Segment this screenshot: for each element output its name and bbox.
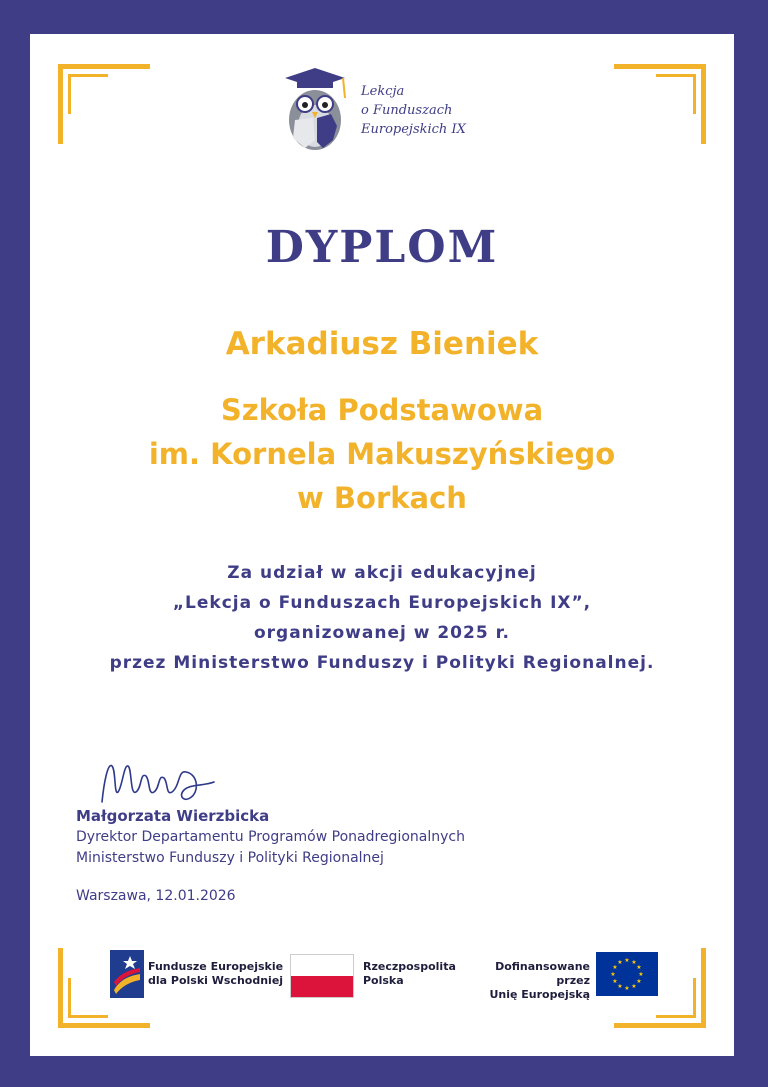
logo-line-3: Europejskich IX bbox=[361, 122, 466, 137]
ue-line-1: Dofinansowane przez bbox=[495, 960, 590, 987]
corner-ornament-top-left bbox=[58, 64, 150, 144]
fe-line-2: dla Polski Wschodniej bbox=[148, 974, 284, 987]
diploma-title: DYPLOM bbox=[265, 222, 499, 273]
svg-text:★: ★ bbox=[638, 971, 644, 978]
school-line-3: w Borkach bbox=[297, 481, 467, 515]
svg-text:★: ★ bbox=[636, 964, 642, 971]
award-text bbox=[30, 558, 734, 678]
rp-line-1: Rzeczpospolita bbox=[363, 960, 456, 973]
signer-role-line-1: Dyrektor Departamentu Programów Ponadregionalnych bbox=[76, 829, 465, 845]
svg-text:★: ★ bbox=[617, 983, 623, 990]
lesson-logo bbox=[265, 68, 505, 158]
signer-role-line-2: Ministerstwo Funduszy i Polityki Regionalnej bbox=[76, 850, 384, 866]
svg-text:★: ★ bbox=[624, 985, 630, 992]
place-and-date: Warszawa, 12.01.2026 bbox=[76, 888, 236, 904]
signer-name: Małgorzata Wierzbicka bbox=[76, 807, 270, 825]
handwritten-signature bbox=[94, 752, 224, 808]
svg-text:★: ★ bbox=[636, 978, 642, 985]
recipient-name: Arkadiusz Bieniek bbox=[225, 326, 539, 362]
funding-logos-footer bbox=[30, 946, 734, 1006]
fundusze-europejskie-logo bbox=[110, 950, 144, 998]
svg-text:★: ★ bbox=[631, 959, 637, 966]
corner-ornament-top-right bbox=[614, 64, 706, 144]
logo-line-2: o Funduszach bbox=[361, 103, 453, 118]
svg-text:★: ★ bbox=[617, 959, 623, 966]
rp-logo-text bbox=[363, 960, 456, 988]
eu-flag-icon bbox=[596, 952, 658, 996]
svg-text:★: ★ bbox=[624, 957, 630, 964]
svg-text:★: ★ bbox=[612, 978, 618, 985]
recipient-school bbox=[30, 388, 734, 520]
award-line-2: „Lekcja o Funduszach Europejskich IX”, bbox=[172, 593, 592, 613]
award-line-1: Za udział w akcji edukacyjnej bbox=[227, 563, 537, 583]
owl-graduate-icon bbox=[265, 68, 355, 158]
award-line-3: organizowanej w 2025 r. bbox=[253, 623, 511, 643]
svg-text:★: ★ bbox=[610, 971, 616, 978]
svg-text:★: ★ bbox=[631, 983, 637, 990]
school-line-1: Szkoła Podstawowa bbox=[220, 393, 544, 427]
ue-line-2: Unię Europejską bbox=[489, 988, 590, 1001]
school-line-2: im. Kornela Makuszyńskiego bbox=[148, 437, 616, 471]
signer-block bbox=[76, 806, 465, 869]
fe-line-1: Fundusze Europejskie bbox=[148, 960, 284, 973]
diploma-sheet bbox=[30, 34, 734, 1056]
fe-logo-text bbox=[148, 960, 298, 988]
svg-text:★: ★ bbox=[612, 964, 618, 971]
lesson-logo-text bbox=[361, 82, 466, 139]
polish-flag-icon bbox=[290, 954, 354, 998]
award-line-4: przez Ministerstwo Funduszy i Polityki Regionalnej. bbox=[109, 653, 655, 673]
logo-line-1: Lekcja bbox=[361, 84, 405, 99]
ue-logo-text bbox=[460, 960, 590, 1002]
rp-line-2: Polska bbox=[363, 974, 404, 987]
